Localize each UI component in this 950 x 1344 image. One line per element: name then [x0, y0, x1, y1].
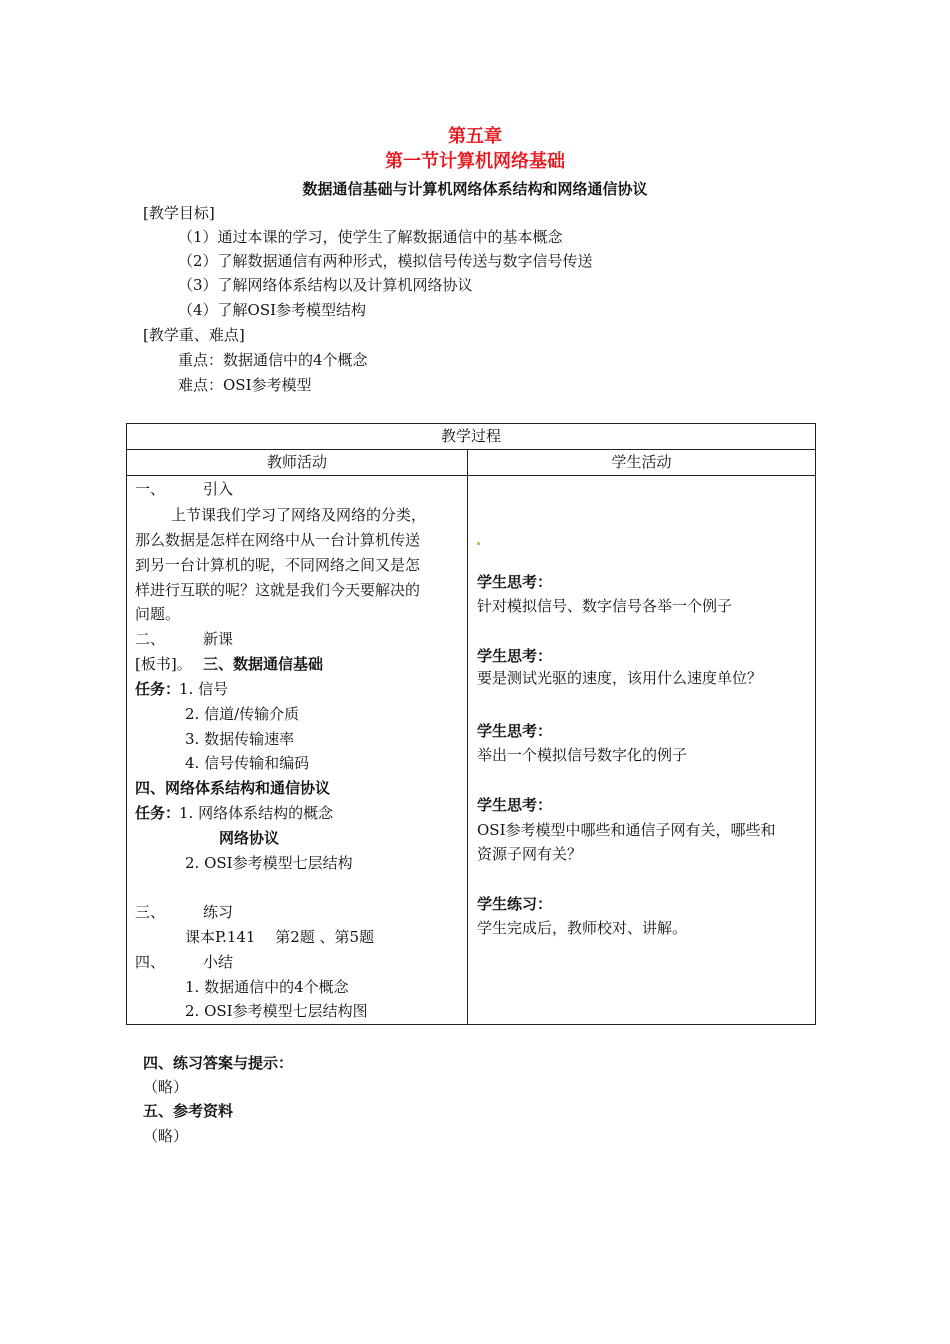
- goals-heading: [教学目标]: [143, 204, 215, 222]
- teaching-process-table: [126, 423, 816, 1025]
- task-label: 任务：: [135, 680, 181, 698]
- goal-item: （3）了解网络体系结构以及计算机网络协议: [178, 276, 473, 294]
- focus-heading: [教学重、难点]: [143, 326, 245, 344]
- student-activity-text: 针对模拟信号、数字信号各举一个例子: [477, 597, 733, 615]
- exercise-line: 课本P.141 第2题 、第5题: [185, 928, 375, 946]
- summary-number: 四、: [135, 953, 166, 971]
- task-item: 4. 信号传输和编码: [185, 754, 310, 772]
- intro-line: 到另一台计算机的呢，不同网络之间又是怎: [135, 556, 421, 574]
- task-label: 任务：: [135, 804, 181, 822]
- stray-mark: [477, 542, 480, 545]
- section4-heading: 四、网络体系结构和通信协议: [135, 779, 331, 797]
- student-activity-text: OSI参考模型中哪些和通信子网有关，哪些和: [477, 821, 776, 839]
- summary-item: 1. 数据通信中的4个概念: [185, 978, 349, 996]
- intro-line: 上节课我们学习了网络及网络的分类，: [171, 506, 427, 524]
- student-activity-heading: 学生思考：: [477, 647, 553, 665]
- answers-content: （略）: [143, 1078, 189, 1096]
- section3-heading: 三、数据通信基础: [203, 655, 324, 673]
- exercise-label: 练习: [203, 903, 234, 921]
- teacher-column-header: 教师活动: [127, 450, 468, 476]
- section-title: 第一节计算机网络基础: [385, 151, 565, 172]
- task-item: 3. 数据传输速率: [185, 730, 295, 748]
- student-activity-cell: [468, 476, 816, 1025]
- references-heading: 五、参考资料: [143, 1102, 234, 1120]
- difficult-point: 难点：OSI参考模型: [178, 376, 312, 394]
- task-item: 1. 网络体系结构的概念: [179, 804, 334, 822]
- process-title: 教学过程: [127, 424, 816, 450]
- lesson-subtitle: 数据通信基础与计算机网络体系结构和网络通信协议: [302, 180, 648, 198]
- new-lesson-label: 新课: [203, 630, 234, 648]
- goal-item: （2）了解数据通信有两种形式，模拟信号传送与数字信号传送: [178, 252, 593, 270]
- intro-line: 那么数据是怎样在网络中从一台计算机传送: [135, 531, 421, 549]
- answers-heading: 四、练习答案与提示：: [143, 1054, 294, 1072]
- goal-item: （1）通过本课的学习，使学生了解数据通信中的基本概念: [178, 228, 563, 246]
- references-content: （略）: [143, 1127, 189, 1145]
- student-activity-heading: 学生思考：: [477, 796, 553, 814]
- intro-number: 一、: [135, 480, 166, 498]
- student-activity-text: 举出一个模拟信号数字化的例子: [477, 746, 688, 764]
- student-activity-heading: 学生练习：: [477, 895, 553, 913]
- student-activity-text: 学生完成后，教师校对、讲解。: [477, 919, 688, 937]
- exercise-number: 三、: [135, 903, 166, 921]
- summary-label: 小结: [203, 953, 234, 971]
- task-item: 2. 信道/传输介质: [185, 705, 300, 723]
- task-item: 1. 信号: [179, 680, 229, 698]
- board-label: [板书]。: [135, 655, 192, 673]
- network-protocol-label: 网络协议: [219, 829, 280, 847]
- key-point: 重点：数据通信中的4个概念: [178, 351, 368, 369]
- student-activity-heading: 学生思考：: [477, 722, 553, 740]
- student-activity-text: 资源子网有关？: [477, 845, 583, 863]
- task-item: 2. OSI参考模型七层结构: [185, 854, 353, 872]
- student-activity-text: 要是测试光驱的速度，该用什么速度单位？: [477, 669, 763, 687]
- teacher-activity-cell: [127, 476, 468, 1025]
- intro-line: 问题。: [135, 605, 181, 623]
- chapter-title: 第五章: [448, 126, 502, 147]
- student-activity-heading: 学生思考：: [477, 573, 553, 591]
- intro-line: 样进行互联的呢？这就是我们今天要解决的: [135, 581, 421, 599]
- summary-item: 2. OSI参考模型七层结构图: [185, 1002, 368, 1020]
- student-column-header: 学生活动: [468, 450, 816, 476]
- goal-item: （4）了解OSI参考模型结构: [178, 301, 367, 319]
- new-lesson-number: 二、: [135, 630, 166, 648]
- intro-label: 引入: [203, 480, 234, 498]
